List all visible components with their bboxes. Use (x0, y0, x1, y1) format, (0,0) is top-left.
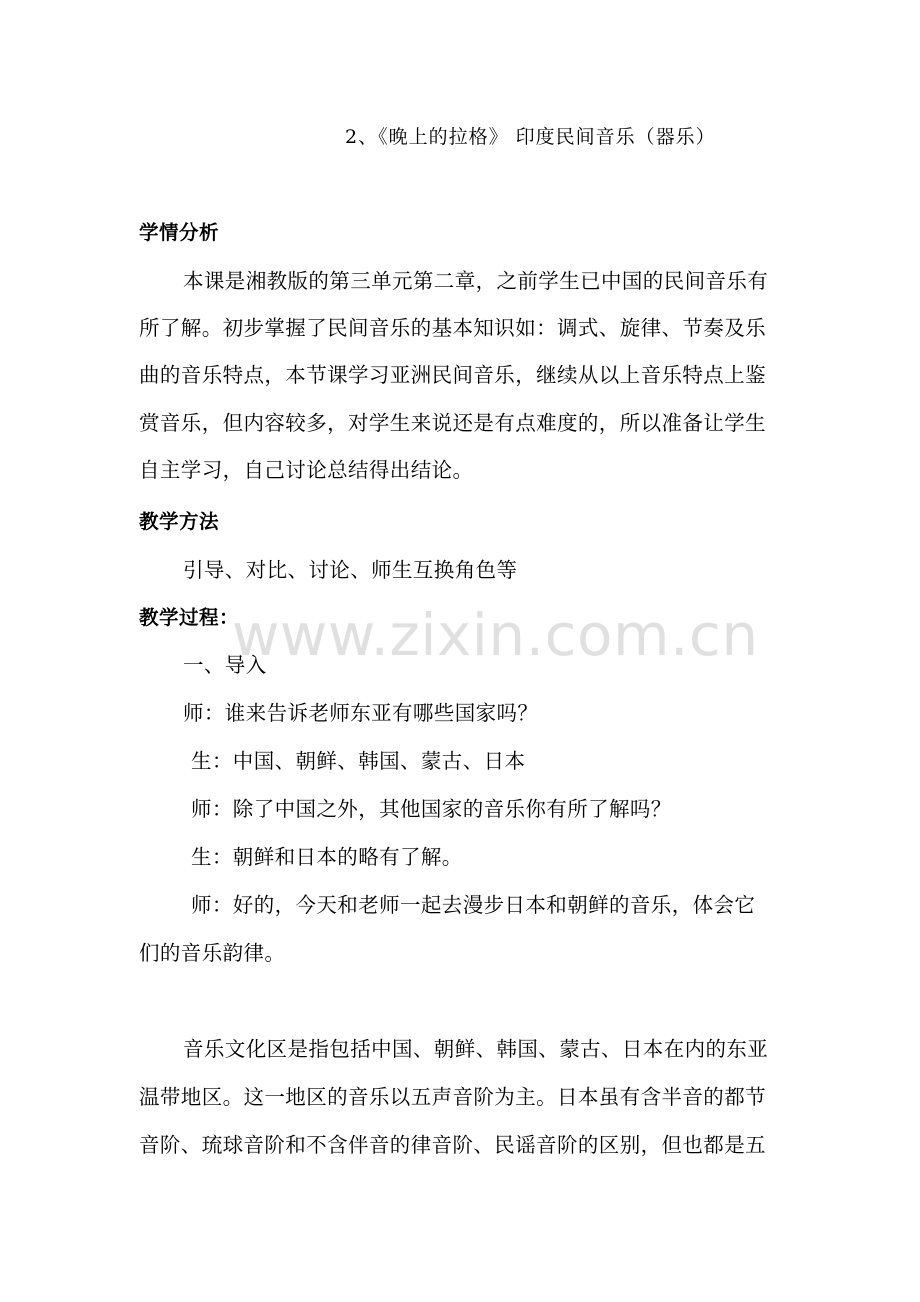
analysis-paragraph-line: 所了解。初步掌握了民间音乐的基本知识如：调式、旋律、节奏及乐 (139, 316, 766, 340)
analysis-paragraph-line: 自主学习，自己讨论总结得出结论。 (139, 458, 474, 482)
process-line: 生：中国、朝鲜、韩国、蒙古、日本 (191, 749, 526, 773)
process-line: 一、导入 (183, 653, 267, 677)
analysis-paragraph-line: 赏音乐，但内容较多，对学生来说还是有点难度的，所以准备让学生 (139, 411, 766, 435)
analysis-paragraph-line: 曲的音乐特点，本节课学习亚洲民间音乐，继续从以上音乐特点上鉴 (139, 363, 766, 387)
analysis-paragraph-line: 本课是湘教版的第三单元第二章，之前学生已中国的民间音乐有 (183, 269, 769, 293)
heading-teaching-method: 教学方法 (139, 510, 220, 533)
culture-paragraph-line: 音阶、琉球音阶和不含伴音的律音阶、民谣音阶的区别，但也都是五 (139, 1133, 766, 1157)
heading-teaching-process: 教学过程： (139, 606, 240, 629)
culture-paragraph-line: 温带地区。这一地区的音乐以五声音阶为主。日本虽有含半音的都节 (139, 1085, 766, 1109)
watermark: www.zixin.com.cn (232, 601, 759, 669)
document-title: 2、《晚上的拉格》 印度民间音乐（器乐） (345, 126, 716, 148)
process-line: 师：谁来告诉老师东亚有哪些国家吗？ (183, 701, 539, 725)
process-line: 师：好的，今天和老师一起去漫步日本和朝鲜的音乐，体会它 (191, 893, 756, 917)
process-line: 师：除了中国之外，其他国家的音乐你有所了解吗？ (191, 797, 672, 821)
process-line: 生：朝鲜和日本的略有了解。 (191, 845, 463, 869)
heading-student-analysis: 学情分析 (139, 221, 220, 244)
process-line: 们的音乐韵律。 (139, 941, 286, 965)
method-text: 引导、对比、讨论、师生互换角色等 (183, 558, 518, 582)
culture-paragraph-line: 音乐文化区是指包括中国、朝鲜、韩国、蒙古、日本在内的东亚 (183, 1037, 769, 1061)
